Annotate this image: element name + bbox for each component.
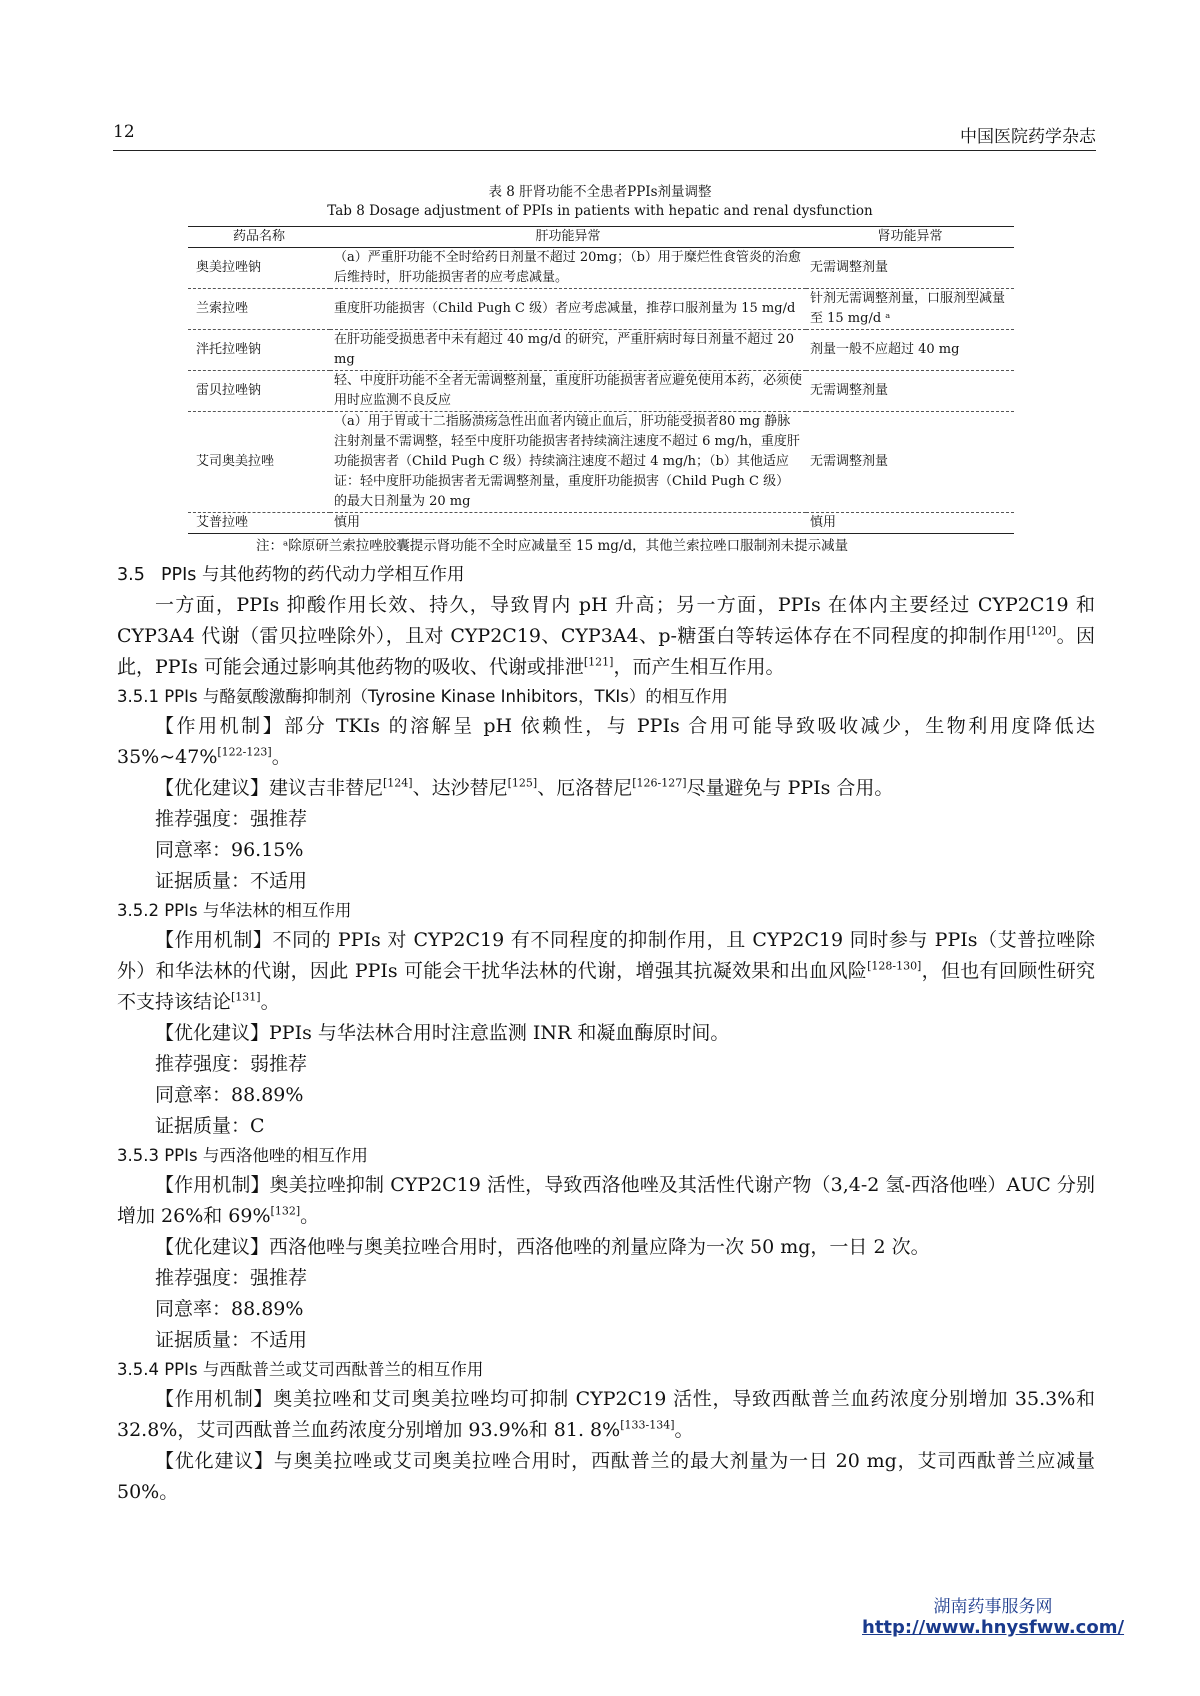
citation: [122-123] [217, 745, 272, 759]
evidence-quality: 证据质量：不适用 [155, 870, 308, 892]
renal-cell: 慎用 [810, 515, 837, 530]
table-row [188, 289, 1014, 330]
text-run: 、厄洛替尼 [537, 777, 633, 799]
drug-name: 雷贝拉唑钠 [188, 371, 330, 412]
table-footnote: 注：ᵃ除原研兰索拉唑胶囊提示肾功能不全时应减量至 15 mg/d，其他兰索拉唑口服制剂未提示减量 [256, 538, 849, 554]
section-number: 3.5 [117, 565, 145, 585]
hepatic-cell: 重度肝功能损害（Child Pugh C 级）者应考虑减量，推荐口服剂量为 15 mg/d [330, 289, 806, 330]
table-row [188, 513, 1014, 534]
citation: [132] [270, 1204, 301, 1218]
hepatic-cell: 轻、中度肝功能不全者无需调整剂量，重度肝功能损害者应避免使用本药，必须使用时应监测不良反应 [330, 371, 806, 412]
site-watermark [862, 1592, 1124, 1638]
text-run: ，但也有回顾性研究不支持该结论 [117, 960, 1095, 1013]
hepatic-cell: 慎用 [334, 515, 361, 530]
subsection-heading: 3.5.3 PPIs 与西洛他唑的相互作用 [117, 1146, 368, 1165]
mechanism-paragraph [117, 1170, 1095, 1232]
citation: [124] [383, 776, 413, 790]
table-header-row [188, 227, 1014, 248]
drug-name: 兰索拉唑 [188, 289, 330, 330]
main-body [117, 560, 1095, 1508]
renal-cell: 剂量一般不应超过 40 mg [806, 330, 1014, 371]
renal-cell: 无需调整剂量 [806, 248, 1014, 289]
subsection-heading: 3.5.4 PPIs 与西酞普兰或艾司西酞普兰的相互作用 [117, 1360, 484, 1379]
text-run: 。 [674, 1419, 694, 1441]
agreement-rate: 同意率：88.89% [155, 1298, 304, 1320]
recommendation-strength: 推荐强度：弱推荐 [155, 1053, 308, 1075]
mechanism-paragraph [117, 711, 1095, 773]
table-caption-en: Tab 8 Dosage adjustment of PPIs in patients with hepatic and renal dysfunction [327, 203, 873, 219]
table-row [188, 371, 1014, 412]
intro-paragraph [117, 590, 1095, 683]
hepatic-cell: （a）用于胃或十二指肠溃疡急性出血者内镜止血后，肝功能受损者80 mg 静脉注射剂量不需调整，轻至中度肝功能损害者持续滴注速度不超过 6 mg/h，重度肝功能损害者（Child Pugh C 级）持续滴注速度不超过 4 mg/h；（b）其他适应证：轻中度肝功能损害者无需调整剂量，重度肝功能损害（Child Pugh C 级）的最大日剂量为 20 mg [330, 412, 806, 513]
evidence-quality: 证据质量：C [155, 1115, 265, 1137]
table-row [188, 248, 1014, 289]
drug-name: 艾普拉唑 [196, 515, 249, 530]
text-run: 。 [260, 991, 280, 1013]
journal-name: 中国医院药学杂志 [960, 127, 1096, 147]
drug-name: 奥美拉唑钠 [188, 248, 330, 289]
site-link[interactable]: http://www.hnysfww.com/ [862, 1617, 1125, 1638]
citation: [125] [507, 776, 538, 790]
text-run: 一方面，PPIs 抑酸作用长效、持久，导致胃内 pH 升高；另一方面，PPIs 在体内主要经过 CYP2C19 和 CYP3A4 代谢（雷贝拉唑除外），且对 CYP2C19、CYP3A4、p-糖蛋白等转运体存在不同程度的抑制作用 [117, 594, 1095, 647]
table-row [188, 330, 1014, 371]
mechanism-paragraph [117, 925, 1095, 1018]
citation: [133-134] [620, 1418, 675, 1432]
subsection-heading: 3.5.1 PPIs 与酪氨酸激酶抑制剂（Tyrosine Kinase Inhibitors，TKIs）的相互作用 [117, 687, 728, 706]
text-run: 。因此，PPIs 可能会通过影响其他药物的吸收、代谢或排泄 [117, 625, 1095, 678]
agreement-rate: 同意率：88.89% [155, 1084, 304, 1106]
text-run: 。 [271, 746, 291, 768]
text-run: 【优化建议】建议吉非替尼 [155, 777, 384, 799]
text-run: 、达沙替尼 [412, 777, 508, 799]
column-header: 肝功能异常 [330, 227, 806, 248]
text-run: 【作用机制】部分 TKIs 的溶解呈 pH 依赖性，与 PPIs 合用可能导致吸收减少，生物利用度降低达 35%~47% [117, 715, 1095, 768]
citation: [120] [1026, 624, 1057, 638]
advice-paragraph [117, 773, 1095, 804]
advice-paragraph: 【优化建议】PPIs 与华法林合用时注意监测 INR 和凝血酶原时间。 [155, 1022, 730, 1044]
citation: [131] [231, 990, 261, 1004]
text-run: 【作用机制】奥美拉唑抑制 CYP2C19 活性，导致西洛他唑及其活性代谢产物（3,4-2 氢-西洛他唑）AUC 分别增加 26%和 69% [117, 1174, 1095, 1227]
recommendation-strength: 推荐强度：强推荐 [155, 808, 308, 830]
subsection-heading: 3.5.2 PPIs 与华法林的相互作用 [117, 901, 352, 920]
dosage-adjustment-table [188, 226, 1014, 534]
table-row [188, 412, 1014, 513]
section-heading [117, 560, 1095, 590]
hepatic-cell: 在肝功能受损患者中未有超过 40 mg/d 的研究，严重肝病时每日剂量不超过 20 mg [330, 330, 806, 371]
renal-cell: 针剂无需调整剂量，口服剂型减量至 15 mg/d ᵃ [806, 289, 1014, 330]
renal-cell: 无需调整剂量 [806, 412, 1014, 513]
advice-paragraph: 【优化建议】与奥美拉唑或艾司奥美拉唑合用时，西酞普兰的最大剂量为一日 20 mg，艾司西酞普兰应减量 50%。 [117, 1450, 1095, 1503]
text-run: 尽量避免与 PPIs 合用。 [686, 777, 894, 799]
citation: [126-127] [632, 776, 687, 790]
hepatic-cell: （a）严重肝功能不全时给药日剂量不超过 20mg；（b）用于糜烂性食管炎的治愈后维持时，肝功能损害者的应考虑减量。 [330, 248, 806, 289]
text-run: 【作用机制】奥美拉唑和艾司奥美拉唑均可抑制 CYP2C19 活性，导致西酞普兰血药浓度分别增加 35.3%和 32.8%，艾司西酞普兰血药浓度分别增加 93.9%和 81. 8% [117, 1388, 1095, 1441]
citation: [128-130] [867, 959, 922, 973]
evidence-quality: 证据质量：不适用 [155, 1329, 308, 1351]
page-number: 12 [113, 122, 135, 142]
drug-name: 艾司奥美拉唑 [188, 412, 330, 513]
text-run: 【作用机制】不同的 PPIs 对 CYP2C19 有不同程度的抑制作用，且 CYP2C19 同时参与 PPIs（艾普拉唑除外）和华法林的代谢，因此 PPIs 可能会干扰华法林的代谢，增强其抗凝效果和出血风险 [117, 929, 1095, 982]
table-caption-zh: 表 8 肝肾功能不全患者PPIs剂量调整 [488, 184, 712, 200]
renal-cell: 无需调整剂量 [806, 371, 1014, 412]
column-header: 药品名称 [188, 227, 330, 248]
site-name: 湖南药事服务网 [933, 1597, 1053, 1617]
running-header [113, 118, 1096, 151]
recommendation-strength: 推荐强度：强推荐 [155, 1267, 308, 1289]
section-title: PPIs 与其他药物的药代动力学相互作用 [161, 565, 465, 585]
mechanism-paragraph [117, 1384, 1095, 1446]
citation: [121] [583, 655, 614, 669]
agreement-rate: 同意率：96.15% [155, 839, 304, 861]
advice-paragraph: 【优化建议】西洛他唑与奥美拉唑合用时，西洛他唑的剂量应降为一次 50 mg，一日 2 次。 [155, 1236, 930, 1258]
text-run: 。 [300, 1205, 320, 1227]
text-run: ，而产生相互作用。 [613, 656, 785, 678]
column-header: 肾功能异常 [806, 227, 1014, 248]
drug-name: 泮托拉唑钠 [188, 330, 330, 371]
